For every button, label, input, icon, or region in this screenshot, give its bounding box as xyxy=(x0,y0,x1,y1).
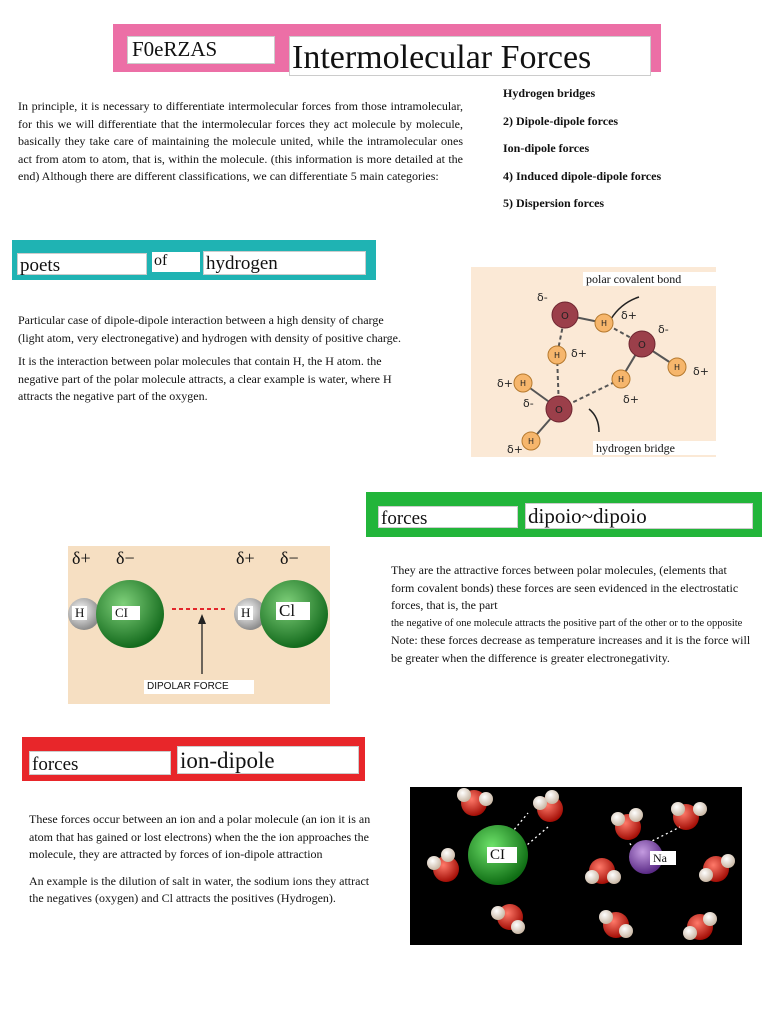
dipole-atom-cl2: Cl xyxy=(276,602,310,620)
category-item: Hydrogen bridges xyxy=(503,86,596,100)
page-title: Intermolecular Forces xyxy=(289,36,651,76)
section-ion-para-1: These forces occur between an ion and a polar molecule (an ion it is an atom that has gained or lost electrons) when the the ion approaches the molecule, they are attracted by forces of ion-dipole attraction xyxy=(29,812,371,861)
section-dipole-para-2: the negative of one molecule attracts the positive part of the other or to the opposite xyxy=(391,617,743,629)
delta-plus-label: δ+ xyxy=(507,443,523,456)
atom-o: O xyxy=(555,405,563,416)
ion-dipole-diagram xyxy=(410,787,742,945)
section-dipole-para-1: They are the attractive forces between polar molecules, (elements that form covalent bonds) these forces are seen evidenced in the electrostatic forces, that is, the part xyxy=(391,563,739,612)
section-ion-text xyxy=(29,811,379,914)
section-dipole-label-1: forces xyxy=(378,506,518,528)
atom-o: O xyxy=(638,340,646,351)
dipolar-force-caption: DIPOLAR FORCE xyxy=(144,680,254,694)
category-item: 4) Induced dipole-dipole forces xyxy=(503,168,662,183)
atom-o: O xyxy=(561,311,569,322)
delta-plus-label: δ+ xyxy=(497,377,513,390)
intro-text: In principle, it is necessary to differentiate intermolecular forces from those intramolecular, for this we will differentiate that the intermolecular forces they act molecule by molecule, basically they take care of maintaining the molecule united, while the intramolecular ones act from atom to atom, that is, within the molecule. (this information is more detailed at the end) Although there are different classifications, we can differentiate 5 main categories: xyxy=(18,99,463,183)
category-list xyxy=(503,86,661,224)
section-hydrogen-text xyxy=(18,312,408,412)
delta-plus-label: δ+ xyxy=(571,347,587,360)
ion-label-na: Na xyxy=(650,851,676,865)
category-item: 5) Dispersion forces xyxy=(503,196,605,210)
delta-plus-label: δ+ xyxy=(623,393,639,406)
delta-minus-label: δ- xyxy=(537,291,548,304)
delta-plus-label: δ+ xyxy=(693,365,709,378)
figure-label-hydrogen-bridge: hydrogen bridge xyxy=(593,441,717,455)
section-dipole-label-2: dipoio~dipoio xyxy=(525,503,753,529)
header-tag: F0eRZAS xyxy=(127,36,275,64)
section-hydrogen-para-1: Particular case of dipole-dipole interaction between a high density of charge (light atom, very electronegative) and hydrogen with density of positive charge. xyxy=(18,313,401,345)
intro-paragraph xyxy=(18,98,463,186)
atom-h: H xyxy=(674,363,681,372)
delta-minus-label: δ− xyxy=(116,548,135,568)
delta-plus-label: δ+ xyxy=(236,548,255,568)
atom-h: H xyxy=(520,379,527,388)
section-hydrogen-para-2: It is the interaction between polar molecules that contain H, the H atom. the negative part of the polar molecule attracts, a clear example is water, where H attracts the negative part of the oxygen. xyxy=(18,354,392,403)
ion-label-cl: CI xyxy=(487,847,517,863)
hydrogen-bridge-figure xyxy=(471,267,716,457)
delta-plus-label: δ+ xyxy=(72,548,91,568)
hydrogen-bridge-diagram xyxy=(471,267,716,457)
dipole-figure xyxy=(68,546,330,704)
delta-minus-label: δ− xyxy=(280,548,299,568)
atom-h: H xyxy=(528,437,535,446)
delta-minus-label: δ- xyxy=(523,397,534,410)
section-dipole-text xyxy=(391,562,751,667)
section-ion-para-2: An example is the dilution of salt in water, the sodium ions they attract the negatives (oxygen) and Cl attracts the positives (Hydrogen). xyxy=(29,873,370,905)
section-hydrogen-label-2: of xyxy=(152,252,200,272)
section-ion-label-1: forces xyxy=(29,751,171,775)
section-ion-label-2: ion-dipole xyxy=(177,746,359,774)
dipole-atom-h2: H xyxy=(238,606,253,620)
category-item: Ion-dipole forces xyxy=(503,141,590,155)
dipole-atom-h1: H xyxy=(72,606,87,620)
atom-h: H xyxy=(601,319,608,328)
delta-minus-label: δ- xyxy=(658,323,669,336)
atom-h: H xyxy=(618,375,625,384)
figure-label-polar-bond: polar covalent bond xyxy=(583,272,717,286)
category-item: 2) Dipole-dipole forces xyxy=(503,113,619,128)
ion-dipole-figure xyxy=(410,787,742,945)
atom-h: H xyxy=(554,351,561,360)
section-hydrogen-label-3: hydrogen xyxy=(203,251,366,275)
delta-plus-label: δ+ xyxy=(621,309,637,322)
dipole-atom-cl1: CI xyxy=(112,606,140,620)
section-dipole-para-3: Note: these forces decrease as temperature increases and it is the force will be greater when the difference is greater electronegativity. xyxy=(391,633,751,665)
section-hydrogen-label-1: poets xyxy=(17,253,147,275)
